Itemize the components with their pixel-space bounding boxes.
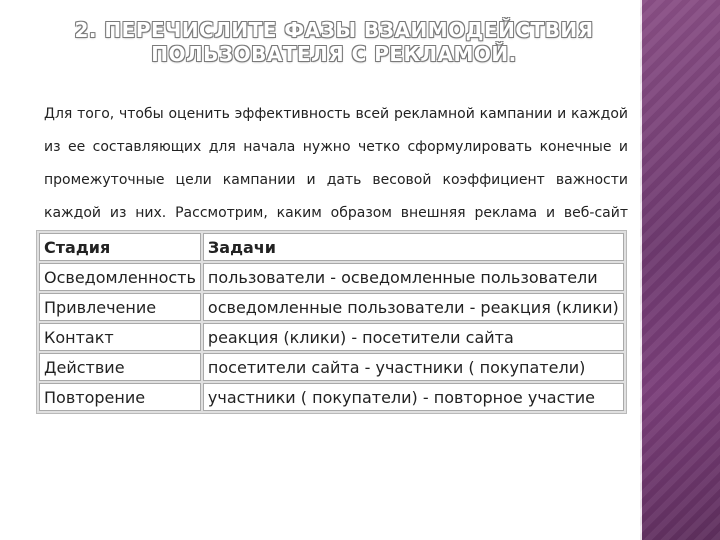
column-header-stage: Стадия <box>39 233 201 261</box>
stage-cell: Повторение <box>39 383 201 411</box>
tasks-cell: участники ( покупатели) - повторное участие <box>203 383 624 411</box>
tasks-cell: реакция (клики) - посетители сайта <box>203 323 624 351</box>
stage-cell: Осведомленность <box>39 263 201 291</box>
tasks-cell: пользователи - осведомленные пользователи <box>203 263 624 291</box>
table-row <box>39 353 624 381</box>
stage-cell: Контакт <box>39 323 201 351</box>
table-row <box>39 383 624 411</box>
table-row <box>39 293 624 321</box>
phases-table <box>36 230 627 414</box>
slide-title: 2. ПЕРЕЧИСЛИТЕ ФАЗЫ ВЗАИМОДЕЙСТВИЯ ПОЛЬЗОВАТЕЛЯ С РЕКЛАМОЙ. <box>74 18 594 66</box>
stage-cell: Действие <box>39 353 201 381</box>
stage-cell: Привлечение <box>39 293 201 321</box>
tasks-cell: осведомленные пользователи - реакция (клики) <box>203 293 624 321</box>
table-row <box>39 323 624 351</box>
column-header-tasks: Задачи <box>203 233 624 261</box>
body-paragraph: Для того, чтобы оценить эффективность всей рекламной кампании и каждой из ее составляющих для начала нужно четко сформулировать конечные и промежуточные цели кампании и дать весовой коэффициент важности каждой из них. Рассмотрим, каким образом внешняя реклама и веб-сайт <box>44 106 628 221</box>
tasks-cell: посетители сайта - участники ( покупатели) <box>203 353 624 381</box>
table-header-row <box>39 233 624 261</box>
table-row <box>39 263 624 291</box>
decorative-side-band <box>640 0 720 540</box>
